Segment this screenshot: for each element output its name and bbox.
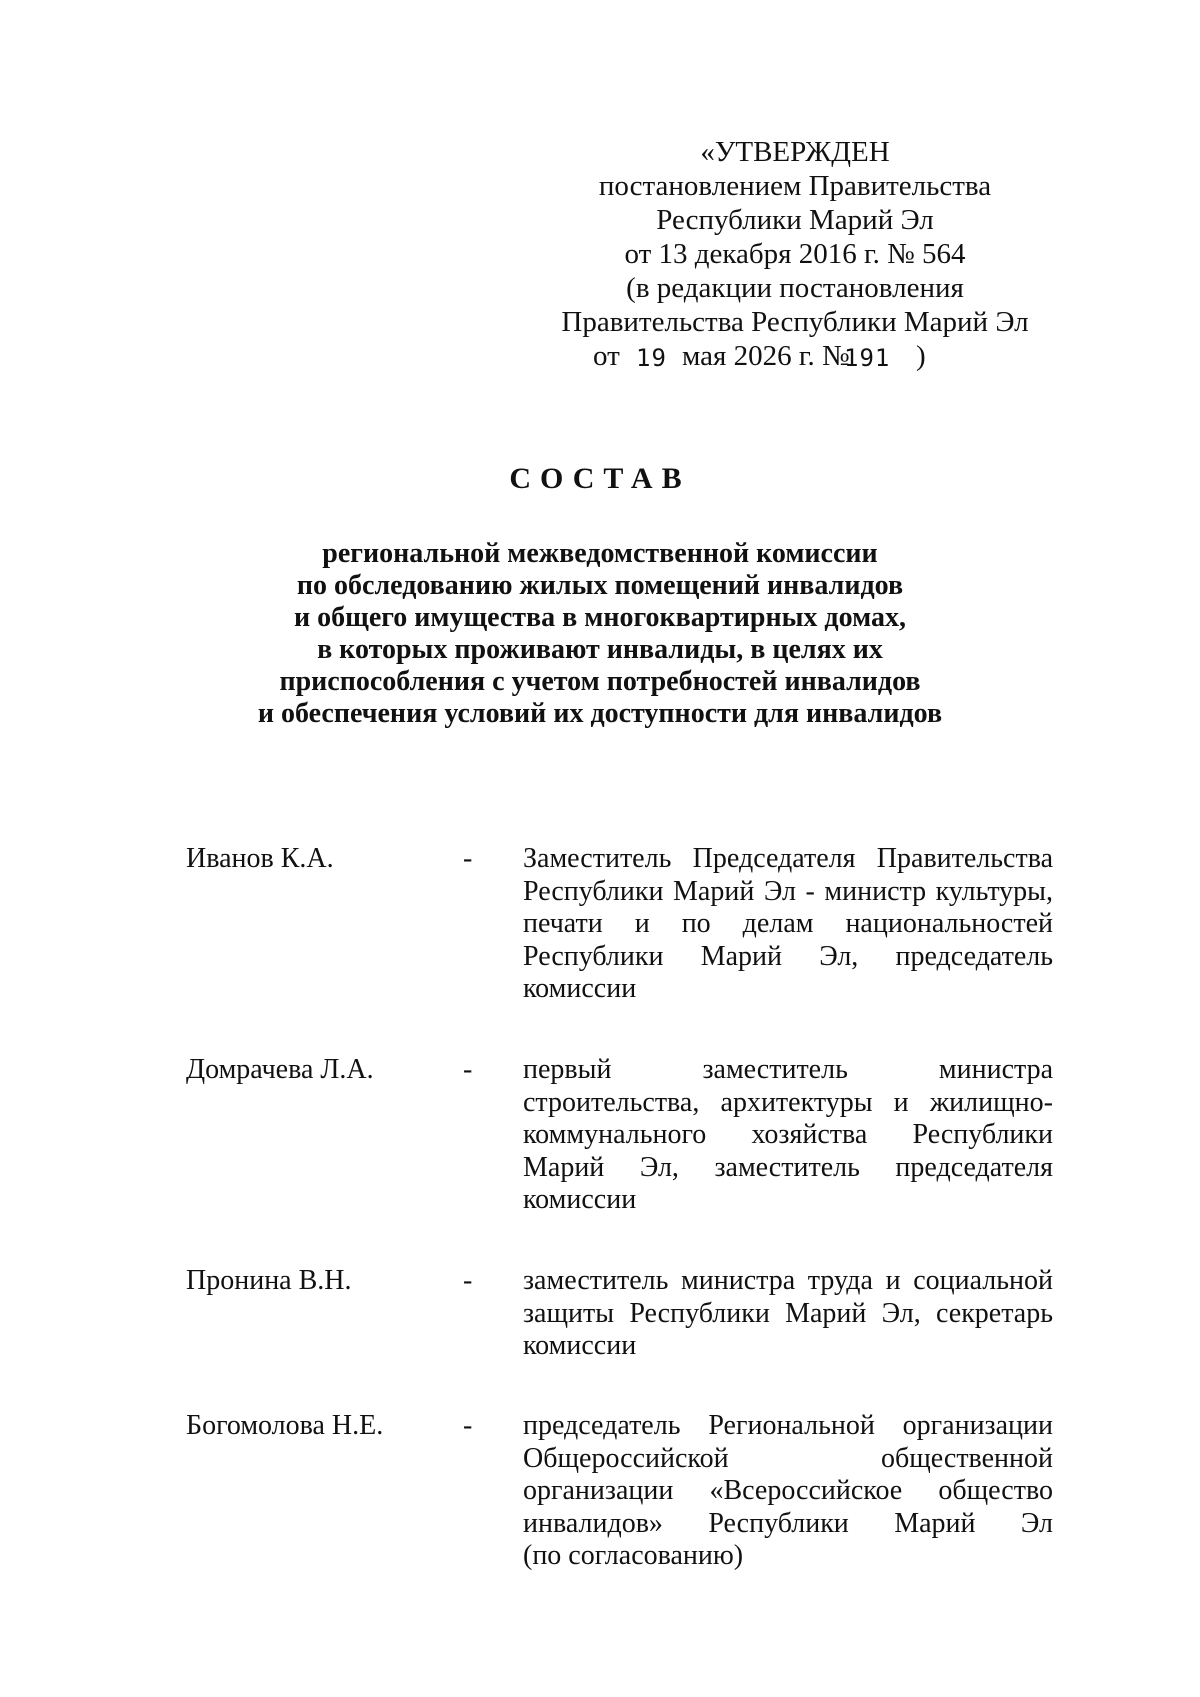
member-role	[523, 843, 1053, 1006]
document-subtitle	[180, 538, 1020, 730]
role-line: Марий Эл, заместитель председателя	[523, 1151, 1053, 1183]
role-line: печати и по делам национальностей	[523, 908, 1053, 939]
date-close-paren: )	[916, 340, 926, 372]
member-name: Домрачева Л.А.	[186, 1054, 374, 1085]
approval-line: от 13 декабря 2016 г. № 564	[624, 238, 966, 270]
approval-line: (в редакции постановления	[626, 272, 964, 304]
member-name: Иванов К.А.	[186, 843, 334, 874]
member-name: Богомолова Н.Е.	[186, 1410, 384, 1441]
role-line: председатель Региональной организации	[523, 1410, 1053, 1441]
member-dash: -	[463, 843, 473, 874]
role-line: комиссии	[523, 1330, 637, 1361]
approval-line: Правительства Республики Марий Эл	[561, 306, 1029, 338]
subtitle-line: и общего имущества в многоквартирных домах,	[294, 602, 906, 633]
subtitle-line: по обследованию жилых помещений инвалидов	[296, 570, 904, 601]
subtitle-line: региональной межведомственной комиссии	[322, 538, 878, 569]
member-role	[523, 1054, 1053, 1217]
role-line: инвалидов» Республики Марий Эл	[523, 1507, 1053, 1539]
role-line: организации «Всероссийское общество	[523, 1475, 1053, 1506]
member-role	[523, 1410, 1053, 1573]
document-number: 191	[844, 344, 891, 372]
subtitle-line: приспособления с учетом потребностей инвалидов	[279, 666, 921, 697]
subtitle-line: и обеспечения условий их доступности для инвалидов	[257, 698, 943, 729]
amendment-date-line	[560, 339, 1030, 373]
role-line: комиссии	[523, 973, 637, 1004]
document-title: СОСТАВ	[509, 462, 691, 495]
role-line: строительства, архитектуры и жилищно-	[523, 1086, 1053, 1118]
member-role	[523, 1265, 1053, 1363]
role-line: первый заместитель министра	[523, 1054, 1053, 1085]
date-month-year: мая 2026 г. №	[682, 340, 850, 372]
role-line: Республики Марий Эл, председатель	[523, 940, 1053, 972]
date-prefix: от	[593, 340, 620, 372]
member-dash: -	[463, 1054, 473, 1085]
role-line: комиссии	[523, 1184, 637, 1215]
role-line: Заместитель Председателя Правительства	[523, 843, 1053, 874]
approval-line: Республики Марий Эл	[656, 204, 934, 236]
member-name: Пронина В.Н.	[186, 1265, 352, 1296]
member-dash: -	[463, 1410, 473, 1441]
member-dash: -	[463, 1265, 473, 1296]
role-line: защиты Республики Марий Эл, секретарь	[523, 1297, 1053, 1329]
role-line: Республики Марий Эл - министр культуры,	[523, 875, 1053, 907]
subtitle-line: в которых проживают инвалиды, в целях их	[317, 634, 883, 665]
role-line: Общероссийской общественной	[523, 1442, 1053, 1474]
date-day: 19	[636, 344, 667, 372]
role-line: заместитель министра труда и социальной	[523, 1265, 1053, 1296]
approval-line: «УТВЕРЖДЕН	[700, 136, 890, 168]
role-line: (по согласованию)	[523, 1540, 744, 1571]
role-line: коммунального хозяйства Республики	[523, 1119, 1053, 1150]
approval-block	[560, 135, 1030, 373]
approval-line: постановлением Правительства	[598, 170, 992, 202]
